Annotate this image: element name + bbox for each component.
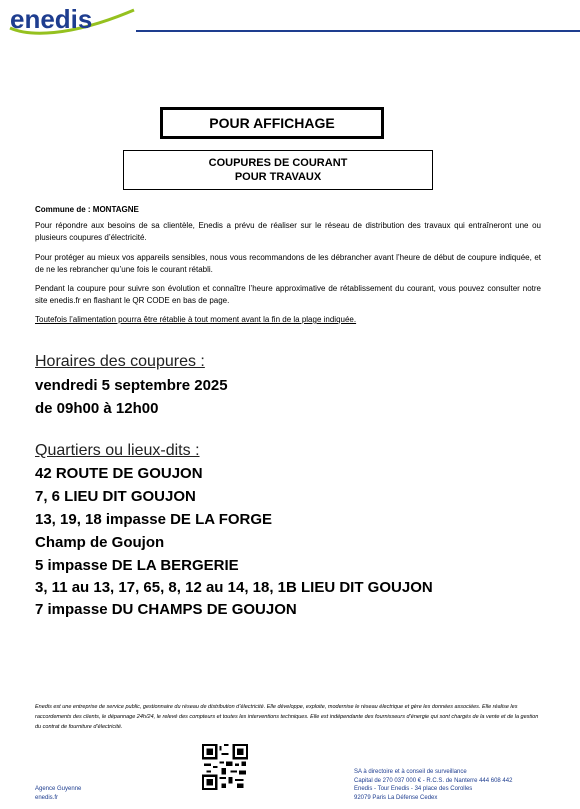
horaires-date: vendredi 5 septembre 2025 — [35, 377, 228, 394]
horaires-time: de 09h00 à 12h00 — [35, 400, 159, 417]
commune: Commune de : MONTAGNE — [35, 205, 139, 214]
quartier-item: 3, 11 au 13, 17, 65, 8, 12 au 14, 18, 1B LIEU DIT GOUJON — [35, 579, 433, 596]
horaires-title: Horaires des coupures : — [35, 353, 205, 370]
agence-website[interactable]: enedis.fr — [35, 795, 59, 801]
agence-name: Agence Guyenne — [35, 786, 82, 792]
quartier-item: Champ de Goujon — [35, 534, 165, 551]
paragraph-retablissement: Toutefois l’alimentation pourra être rétablie à tout moment avant la fin de la plage indiquée. — [35, 315, 357, 324]
enedis-logo — [8, 6, 136, 36]
legal-info — [354, 768, 512, 802]
qr-code[interactable] — [202, 744, 248, 790]
quartiers-title: Quartiers ou lieux-dits : — [35, 442, 200, 459]
coupures-box — [123, 150, 433, 190]
agence-info — [35, 785, 81, 803]
quartier-item: 7 impasse DU CHAMPS DE GOUJON — [35, 601, 297, 618]
paragraph-suivi: Pendant la coupure pour suivre son évolution et connaître l’heure approximative de rétablissement du courant, vous pouvez consulter notre site enedis.fr en flashant le QR CODE en bas de page. — [35, 284, 541, 305]
paragraph-besoins: Pour répondre aux besoins de sa clientèle, Enedis a prévu de réaliser sur le réseau de distribution des travaux qui entraîneront une ou plusieurs coupures d’électricité. — [35, 221, 541, 242]
legal-line: Enedis - Tour Enedis - 34 place des Corolles — [354, 786, 473, 792]
pour-affichage-box: POUR AFFICHAGE — [160, 107, 384, 139]
legal-line: Capital de 270 037 000 € - R.C.S. de Nanterre 444 608 442 — [354, 777, 513, 784]
quartier-item: 13, 19, 18 impasse DE LA FORGE — [35, 511, 273, 528]
paragraph-proteger: Pour protéger au mieux vos appareils sensibles, nous vous recommandons de les débrancher avant l’heure de début de coupure indiquée, et de ne les rebrancher qu’une fois le courant rétabli. — [35, 253, 541, 274]
legal-line: 92079 Paris La Défense Cedex — [354, 794, 438, 801]
footer-description: Enedis est une entreprise de service public, gestionnaire du réseau de distribution d’électricité. Elle développe, exploite, modernise le réseau électrique et gère les données associées. Elle réalise les raccordements des clients, le dépannage 24h/24, le relevé des compteurs et toutes les interventions techniques. Elle est indépendante des fournisseurs d’énergie qui sont chargés de la vente et de la gestion du contrat de fourniture d’électricité. — [35, 704, 539, 730]
coupures-line2: POUR TRAVAUX — [234, 171, 322, 183]
quartier-item: 5 impasse DE LA BERGERIE — [35, 557, 239, 574]
svg-text:enedis: enedis — [10, 6, 93, 34]
legal-line: SA à directoire et à conseil de surveillance — [354, 769, 467, 775]
header-rule — [136, 30, 580, 32]
quartier-item: 7, 6 LIEU DIT GOUJON — [35, 488, 196, 505]
coupures-line1: COUPURES DE COURANT — [208, 157, 348, 169]
quartier-item: 42 ROUTE DE GOUJON — [35, 465, 203, 482]
